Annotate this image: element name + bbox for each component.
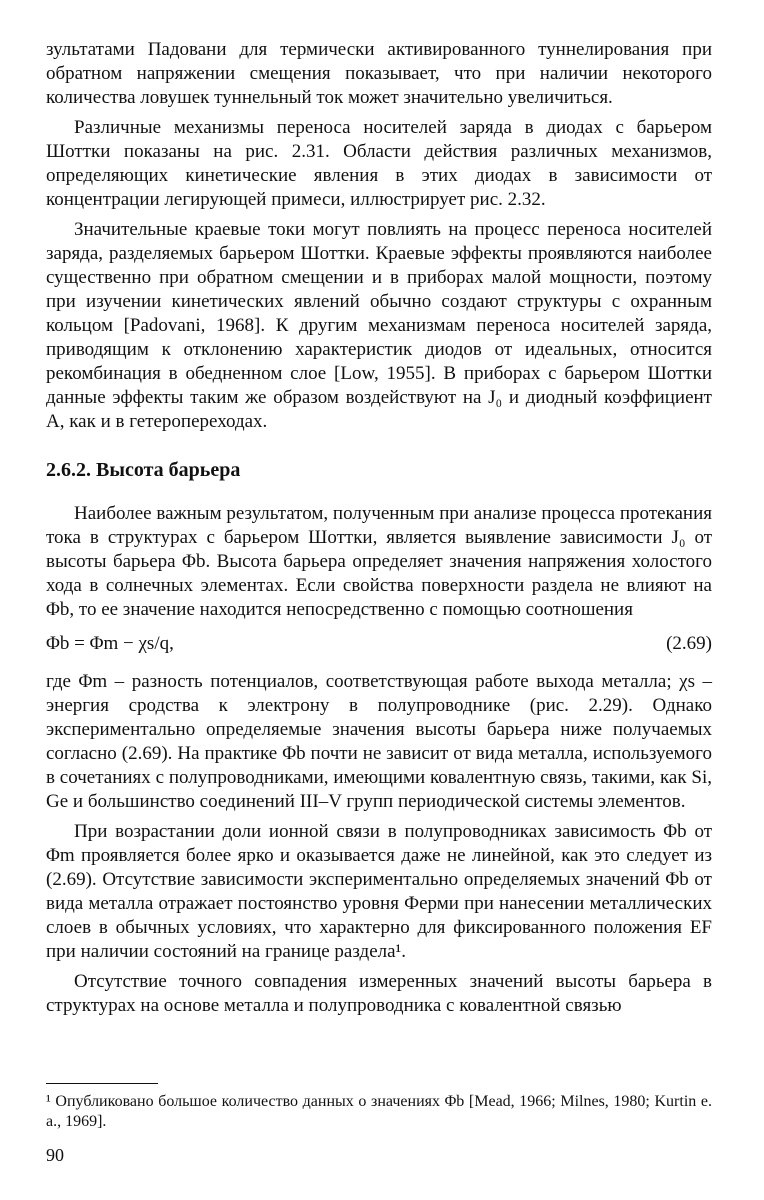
formula-number: (2.69): [666, 633, 712, 654]
page-body: [46, 38, 712, 1024]
formula: Φb = Φm − χs/q,: [46, 633, 174, 654]
paragraph-ionic-bond: При возрастании доли ионной связи в полупроводниках зависимость Φb от Φm проявляется более ярко и оказывается даже не линейной, как это следует из (2.69). Отсутствие зависимости экспериментально определяемых значений Φb от вида металла отражает постоянство уровня Ферми при нанесении металлических слоев в обычных условиях, что характерно для фиксированного положения EF при наличии состояний на границе раздела¹.: [46, 821, 712, 962]
paragraph-continuation: зультатами Падовани для термически активированного туннелирования при обратном напряжении смещения показывает, что при наличии некоторого количества ловушек туннельный ток может значительно увеличиться.: [46, 39, 712, 108]
paragraph-barrier-height: Наиболее важным результатом, полученным при анализе процесса протекания тока в структурах с барьером Шоттки, является выявление зависимости J₀ от высоты барьера Φb. Высота барьера определяет значения напряжения холостого хода в солнечных элементах. Если свойства поверхности раздела не влияют на Φb, то ее значение находится непосредственно с помощью соотношения: [46, 503, 712, 620]
formula-row: [46, 632, 712, 656]
page-number: 90: [46, 1145, 64, 1165]
paragraph-where: где Φm – разность потенциалов, соответствующая работе выхода металла; χs – энергия сродства к электрону в полупроводнике (рис. 2.29). Однако экспериментально определяемые значения высоты барьера ниже получаемых согласно (2.69). На практике Φb почти не зависит от вида металла, используемого в сочетаниях с полупроводниками, имеющими ковалентную связь, такими, как Si, Ge и большинство соединений III–V групп периодической системы элементов.: [46, 671, 712, 812]
paragraph-edge-currents: Значительные краевые токи могут повлиять на процесс переноса носителей заряда, разделяемых барьером Шоттки. Краевые эффекты проявляются наиболее существенно при обратном смещении и в приборах малой мощности, поэтому при изучении кинетических явлений обычно создают структуры с охранным кольцом [Padovani, 1968]. К другим механизмам переноса носителей заряда, приводящим к отклонению характеристик диодов от идеальных, относится рекомбинация в обедненном слое [Low, 1955]. В приборах с барьером Шоттки данные эффекты таким же образом воздействуют на J₀ и диодный коэффициент A, как и в гетеропереходах.: [46, 219, 712, 432]
section-heading: 2.6.2. Высота барьера: [46, 459, 241, 481]
paragraph-mechanisms: Различные механизмы переноса носителей заряда в диодах с барьером Шоттки показаны на рис. 2.31. Области действия различных механизмов, определяющих кинетические явления в этих диодах в зависимости от концентрации легирующей примеси, иллюстрирует рис. 2.32.: [46, 117, 712, 210]
paragraph-no-coincidence: Отсутствие точного совпадения измеренных значений высоты барьера в структурах на основе металла и полупроводника с ковалентной связью: [46, 971, 712, 1016]
footnote: ¹ Опубликовано большое количество данных о значениях Φb [Mead, 1966; Milnes, 1980; Kurtin e. a., 1969].: [46, 1093, 712, 1130]
footnote-divider: [46, 1083, 158, 1084]
